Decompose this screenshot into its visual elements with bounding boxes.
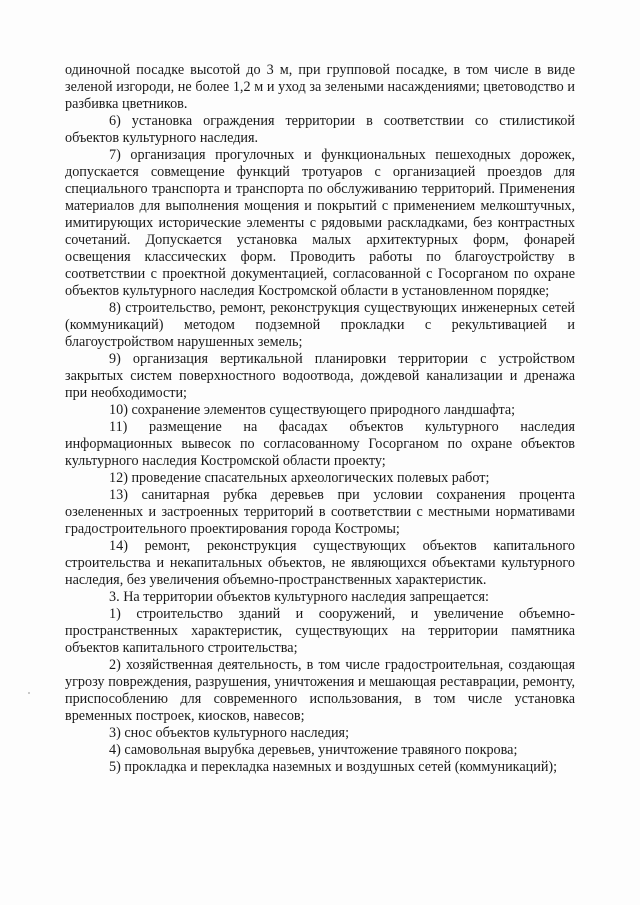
paragraph-item-12: 12) проведение спасательных археологических полевых работ; — [109, 470, 490, 486]
scan-speck — [28, 692, 30, 694]
prohibition-item-3: 3) снос объектов культурного наследия; — [109, 725, 350, 741]
prohibition-item-5: 5) прокладка и перекладка наземных и воздушных сетей (коммуникаций); — [109, 759, 558, 775]
paragraph-item-6: 6) установка ограждения территории в соответствии со стилистикой объектов культурного наследия. — [65, 113, 575, 146]
document-body — [65, 62, 575, 776]
paragraph-item-10: 10) сохранение элементов существующего природного ландшафта; — [109, 402, 516, 418]
paragraph-item-14: 14) ремонт, реконструкция существующих объектов капитального строительства и некапитальных объектов, не являющихся объектами культурного наследия, без увеличения объемно-пространственных характеристик. — [65, 538, 575, 588]
paragraph-item-9: 9) организация вертикальной планировки территории с устройством закрытых систем поверхностного водоотвода, дождевой канализации и дренажа при необходимости; — [65, 351, 575, 401]
paragraph-item-7: 7) организация прогулочных и функциональных пешеходных дорожек, допускается совмещение функций тротуаров с организацией проездов для специального транспорта и транспорта по обслуживанию территорий. Применения материалов для выполнения мощения и покрытий с применением мелкоштучных, имитирующих исторические элементы с рядовыми раскладками, без контрастных сочетаний. Допускается установка малых архитектурных форм, фонарей освещения классических форм. Проводить работы по благоустройству в соответствии с проектной документацией, согласованной с Госорганом по охране объектов культурного наследия Костромской области в установленном порядке; — [65, 147, 575, 299]
section-heading-3: 3. На территории объектов культурного наследия запрещается: — [109, 589, 489, 605]
prohibition-item-1: 1) строительство зданий и сооружений, и увеличение объемно-пространственных характеристик, существующих на территории памятника объектов капитального строительства; — [65, 606, 575, 656]
paragraph-item-11: 11) размещение на фасадах объектов культурного наследия информационных вывесок по согласованному Госорганом по охране объектов культурного наследия Костромской области проекту; — [65, 419, 575, 469]
paragraph-continuation: одиночной посадке высотой до 3 м, при групповой посадке, в том числе в виде зеленой изгороди, не более 1,2 м и уход за зелеными насаждениями; цветоводство и разбивка цветников. — [65, 62, 575, 112]
paragraph-item-8: 8) строительство, ремонт, реконструкция существующих инженерных сетей (коммуникаций) методом подземной прокладки с рекультивацией и благоустройством нарушенных земель; — [65, 300, 575, 350]
prohibition-item-4: 4) самовольная вырубка деревьев, уничтожение травяного покрова; — [109, 742, 518, 758]
paragraph-item-13: 13) санитарная рубка деревьев при условии сохранения процента озелененных и застроенных территорий в соответствии с местными нормативами градостроительного проектирования города Костромы; — [65, 487, 575, 537]
prohibition-item-2: 2) хозяйственная деятельность, в том числе градостроительная, создающая угрозу повреждения, разрушения, уничтожения и мешающая реставрации, ремонту, приспособлению для современного использования, в том числе установка временных построек, киосков, навесов; — [65, 657, 575, 724]
